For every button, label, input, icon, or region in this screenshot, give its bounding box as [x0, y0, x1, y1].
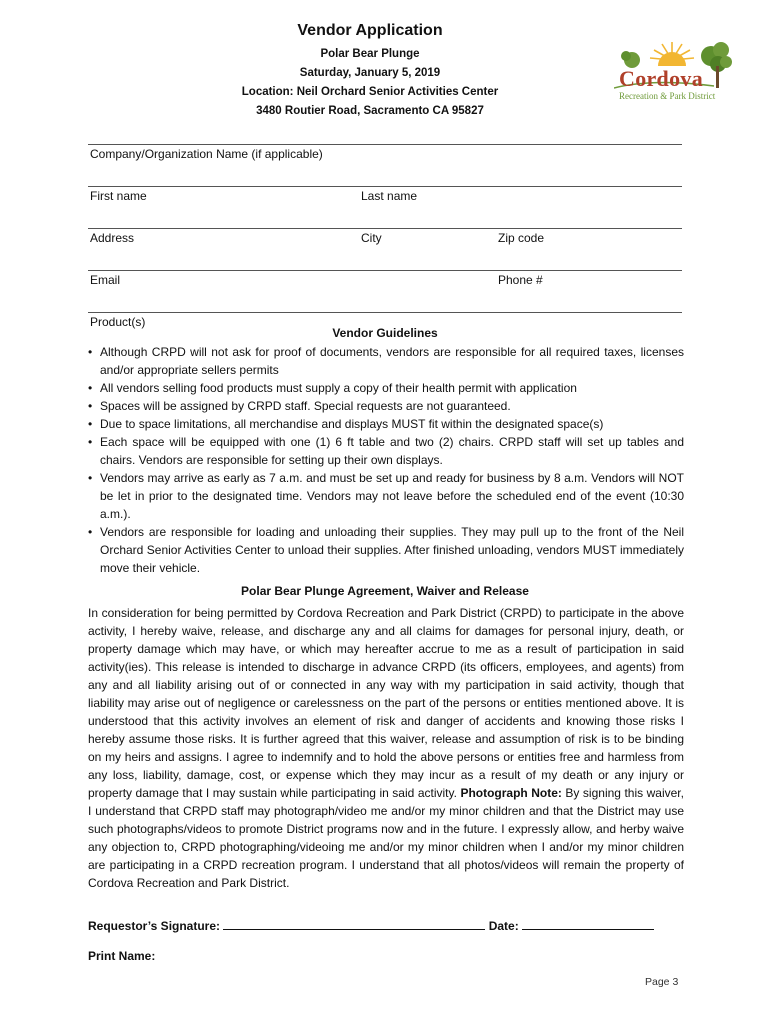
signature-line[interactable] — [223, 918, 485, 930]
guideline-item: • Although CRPD will not ask for proof of documents, vendors are responsible for all required taxes, licenses and/or appropriate sellers permits — [88, 343, 684, 379]
waiver-text-main: In consideration for being permitted by Cordova Recreation and Park District (CRPD) to participate in the above activity, I hereby waive, release, and discharge any and all claims for damages for personal injury, death, or property damage which may have, or which may hereafter accrue to me as a result of participation in said activity(ies). This release is intended to discharge in advance CRPD (its officers, employees, and agents) from any and all liability arising out of or connected in any way with my participation in said activity, though that liability may arise out of negligence or carelessness on the part of the persons or entities mentioned above. It is understood that this activity involves an element of risk and danger of accidents and knowing those risks I hereby assume those risks. It is further agreed that this waiver, release and assumption of risk is to be binding on my heirs and assigns. I agree to indemnify and to hold the above persons or entities free and harmless from any loss, liability, damage, cost, or expense which they may incur as a result of my death or any injury or property damage that I may sustain while participating in said activity. — [88, 606, 684, 800]
contact-row — [88, 270, 682, 312]
signature-label: Requestor’s Signature: — [88, 919, 221, 933]
company-field[interactable] — [88, 144, 682, 186]
event-location: Location: Neil Orchard Senior Activities Center — [241, 86, 499, 98]
address-label: Address — [90, 231, 135, 245]
waiver-title: Polar Bear Plunge Agreement, Waiver and Release — [241, 584, 529, 598]
print-name-label: Print Name: — [88, 949, 156, 963]
waiver-text-photo: By signing this waiver, I understand that CRPD staff may photograph/video me and/or my minor children and that the District may use such photographs/videos to promote District programs now and in the future. I expressly allow, and herby waive any objection to, CRPD photographing/videoing me and/or my minor children when I and/or my minor children are participating in a CRPD recreation program. I understand that all photos/videos will remain the property of Cordova Recreation and Park District. — [88, 786, 684, 890]
last-name-label: Last name — [361, 189, 418, 203]
event-name: Polar Bear Plunge — [320, 48, 420, 60]
guideline-item: • Vendors are responsible for loading and unloading their supplies. They may pull up to the front of the Neil Orchard Senior Activities Center to unload their supplies. After finished unloading, vendors MUST immediately move their vehicle. — [88, 523, 684, 577]
address-row — [88, 228, 682, 270]
print-name-row — [88, 949, 155, 963]
name-row — [88, 186, 682, 228]
logo-tagline: Recreation & Park District — [619, 91, 716, 101]
company-label: Company/Organization Name (if applicable) — [90, 147, 323, 161]
logo-name: Cordova — [619, 66, 703, 91]
first-name-label: First name — [90, 189, 147, 203]
date-line[interactable] — [522, 918, 654, 930]
page-title: Vendor Application — [297, 22, 443, 39]
cordova-logo — [614, 38, 734, 106]
waiver-text — [88, 604, 684, 892]
page-number: Page 3 — [645, 976, 679, 988]
phone-label: Phone # — [498, 273, 543, 287]
event-date: Saturday, January 5, 2019 — [299, 67, 441, 79]
guidelines-title: Vendor Guidelines — [332, 326, 438, 340]
photo-note-label: Photograph Note: — [460, 786, 562, 800]
guideline-item: • Vendors may arrive as early as 7 a.m. and must be set up and ready for business by 8 a.m. Vendors will NOT be let in prior to the designated time. Vendors may not leave before the scheduled end of the event (10:30 a.m.). — [88, 469, 684, 523]
products-label: Product(s) — [90, 315, 146, 329]
guideline-item: • All vendors selling food products must supply a copy of their health permit with application — [88, 379, 684, 397]
date-label: Date: — [488, 919, 519, 933]
event-address: 3480 Routier Road, Sacramento CA 95827 — [256, 105, 484, 117]
guidelines-list — [88, 343, 684, 577]
email-label: Email — [90, 273, 121, 287]
vendor-form — [88, 144, 682, 335]
signature-row — [88, 918, 654, 933]
guideline-item: • Each space will be equipped with one (1) 6 ft table and two (2) chairs. CRPD staff will set up tables and chairs. Vendors are responsible for setting up their own displays. — [88, 433, 684, 469]
zip-label: Zip code — [498, 231, 545, 245]
guideline-item: • Spaces will be assigned by CRPD staff. Special requests are not guaranteed. — [88, 397, 684, 415]
guideline-item: • Due to space limitations, all merchandise and displays MUST fit within the designated space(s) — [88, 415, 684, 433]
city-label: City — [361, 231, 382, 245]
